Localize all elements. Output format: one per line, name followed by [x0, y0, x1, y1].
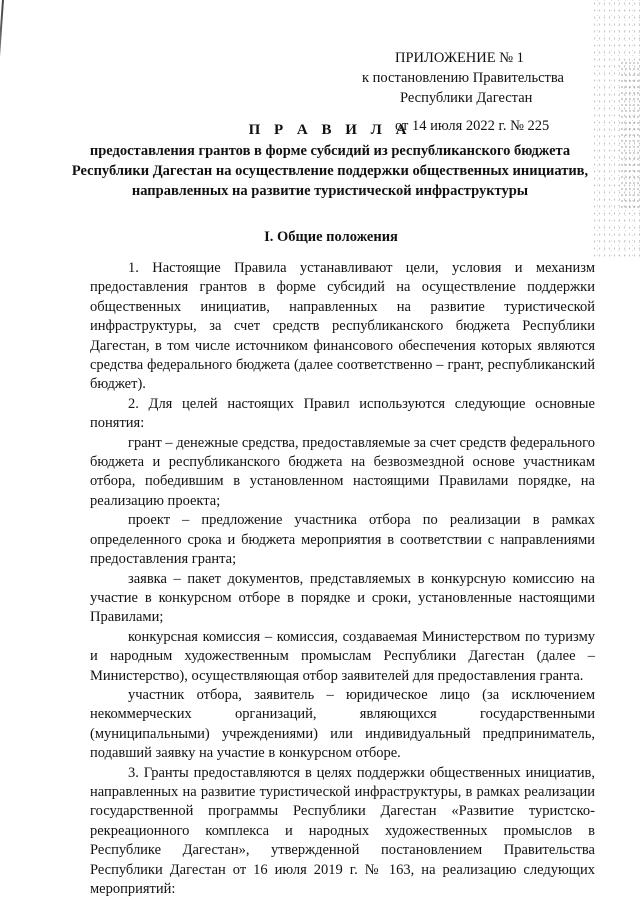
appendix-reference-line1: к постановлению Правительства: [362, 70, 564, 86]
paragraph: 1. Настоящие Правила устанавливают цели, условия и механизм предоставления грантов в форме субсидий на осуществление поддержки общественных инициатив, направленных на развитие туристической инфраструктуры, за счет средств республиканского бюджета Республики Дагестан, в том числе источником финансового обеспечения которых являются средства федерального бюджета (далее соответственно – грант, республиканский бюджет).: [90, 260, 595, 393]
paragraph: конкурсная комиссия – комиссия, создаваемая Министерством по туризму и народным художественным промыслам Республики Дагестан (далее – Министерство), осуществляющая отбор заявителей для предоставления гранта.: [90, 628, 595, 684]
appendix-date: от 14 июля 2022 г. № 225: [395, 118, 550, 134]
document-title: П Р А В И Л А: [248, 122, 412, 138]
paragraph: 2. Для целей настоящих Правил используются следующие основные понятия:: [90, 395, 595, 432]
paragraph: 3. Гранты предоставляются в целях поддержки общественных инициатив, направленных на развитие туристической инфраструктуры, в рамках реализации государственной программы Республики Дагестан «Развитие туристско-рекреационного комплекса и народных художественных промыслов в Республике Дагестан», утвержденной постановлением Правительства Республики Дагестан от 16 июля 2019 г. № 163, на реализацию следующих мероприятий:: [90, 764, 595, 897]
appendix-title: ПРИЛОЖЕНИЕ № 1: [395, 50, 524, 66]
paragraph: проект – предложение участника отбора по реализации в рамках определенного срока и бюджета мероприятия в соответствии с направлениями предоставления гранта;: [90, 512, 595, 568]
document-subtitle: предоставления грантов в форме субсидий из республиканского бюджета Республики Дагестан на осуществление поддержки общественных инициатив, направленных на развитие туристической инфраструктуры: [71, 143, 589, 199]
paragraph: грант – денежные средства, предоставляемые за счет средств федерального бюджета и республиканского бюджета на безвозмездной основе участникам отбора, победившим в установленном настоящими Правилами порядке, на реализацию проекта;: [90, 434, 595, 509]
scan-edge-artifact: [0, 0, 4, 70]
paragraph: участник отбора, заявитель – юридическое лицо (за исключением некоммерческих организаций, являющихся государственными (муниципальными) учреждениями) или индивидуальный предприниматель, подавший заявку на участие в конкурсном отборе.: [90, 686, 595, 762]
paragraph: заявка – пакет документов, представляемых в конкурсную комиссию на участие в конкурсном отборе в порядке и сроки, установленные настоящими Правилами;: [90, 570, 595, 626]
document-body: [90, 259, 595, 899]
appendix-reference-line2: Республики Дагестан: [400, 90, 533, 106]
section-heading: I. Общие положения: [264, 229, 398, 245]
